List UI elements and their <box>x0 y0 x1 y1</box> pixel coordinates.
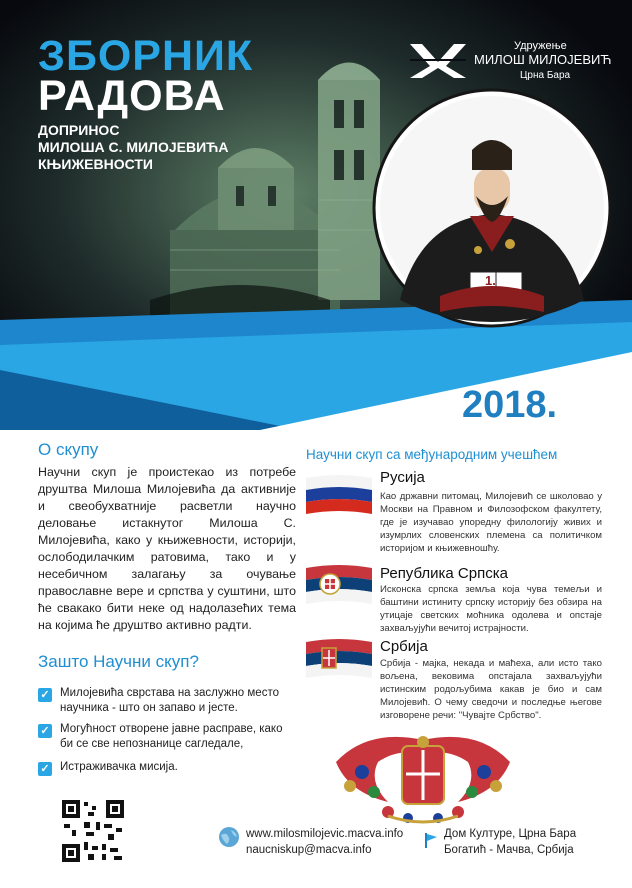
organization-place: Црна Бара <box>520 70 571 81</box>
location-flag-icon <box>424 832 438 848</box>
country-text: Као државни питомац, Милојевић се школовао у Москви на Правном и Филозофском факултету, где је изучавао упоредну филологију живих и изумрлих словенских племена са политичком историјом и књижевношћу. <box>380 491 602 554</box>
why-item <box>38 722 298 752</box>
website-link[interactable]: www.milosmilojevic.macva.info <box>246 828 404 840</box>
address-line: Богатић - Мачва, Србија <box>444 844 574 856</box>
hero-banner <box>0 0 632 430</box>
subtitle-line: ДОПРИНОС <box>38 122 120 138</box>
russia-flag-icon <box>306 472 372 518</box>
checkmark-icon: ✓ <box>38 724 52 738</box>
organization-name: МИЛОШ МИЛОЈЕВИЋ <box>474 52 612 67</box>
subtitle-line: МИЛОША С. МИЛОЈЕВИЋА <box>38 139 229 155</box>
title-line-2: РАДОВА <box>38 72 226 120</box>
coat-of-arms-icon <box>328 732 518 826</box>
organization-logo-icon <box>408 40 468 80</box>
address-block <box>444 826 576 858</box>
republika-srpska-flag-icon <box>306 562 372 608</box>
globe-icon <box>218 826 240 848</box>
international-heading: Научни скуп са међународним учешћем <box>306 447 558 462</box>
organization-prefix: Удружење <box>514 40 567 52</box>
country-title: Република Српска <box>380 565 508 582</box>
why-item-text: Могућност отворене јавне расправе, како би се све непознанице сагледале, <box>60 723 283 750</box>
subtitle-line: КЊИЖЕВНОСТИ <box>38 156 153 172</box>
about-text: Научни скуп је проистекао из потребе друштва Милоша Милојевића да активније и свеобухватније расветли научно деловање истакнутог Милоша С. Милојевића, како у књижевности, историји, ослободилачким ратовима, тако и у несебичном залагању за очување православне вере и српства у суштини, што ће свакако бити неке од надолазећих тема на којима ће друштво активно радти. <box>38 465 296 632</box>
qr-code-icon[interactable] <box>62 800 124 862</box>
country-text: Србија - мајка, некада и маћеха, али исто тако вољена, вековима опстајала захваљујући истинским родољубима какав је био и сам Милојевић. О чему сведочи и последње његове изговорене речи: "Чувајте Србство". <box>380 658 602 721</box>
checkmark-icon: ✓ <box>38 762 52 776</box>
subtitle <box>38 122 298 173</box>
address-line: Дом Културе, Црна Бара <box>444 828 577 840</box>
country-title: Србија <box>380 638 428 655</box>
why-heading: Зашто Научни скуп? <box>38 652 199 671</box>
why-item <box>38 686 298 716</box>
about-heading: О скупу <box>38 440 99 459</box>
why-item-text: Милојевића сврстава на заслужно место научника - што он запаво и јесте. <box>60 687 279 714</box>
country-title: Русија <box>380 469 425 486</box>
portrait-book-label: 1. <box>485 273 496 288</box>
serbia-flag-icon <box>306 636 372 682</box>
title-line-1: ЗБОРНИК <box>38 32 254 80</box>
contact-block <box>246 826 403 858</box>
checkmark-icon: ✓ <box>38 688 52 702</box>
email-link[interactable]: naucniskup@macva.info <box>246 844 372 856</box>
why-item <box>38 760 298 775</box>
portrait-badge <box>374 90 610 326</box>
year: 2018. <box>462 384 558 426</box>
country-text: Исконска српска земља која чува темељи и баштини истиниту српску историју без обзира на утицаје светских моћника одолева и опстаје захваљујући вечитој истрајности. <box>380 584 602 634</box>
why-item-text: Истраживачка мисија. <box>60 761 178 773</box>
